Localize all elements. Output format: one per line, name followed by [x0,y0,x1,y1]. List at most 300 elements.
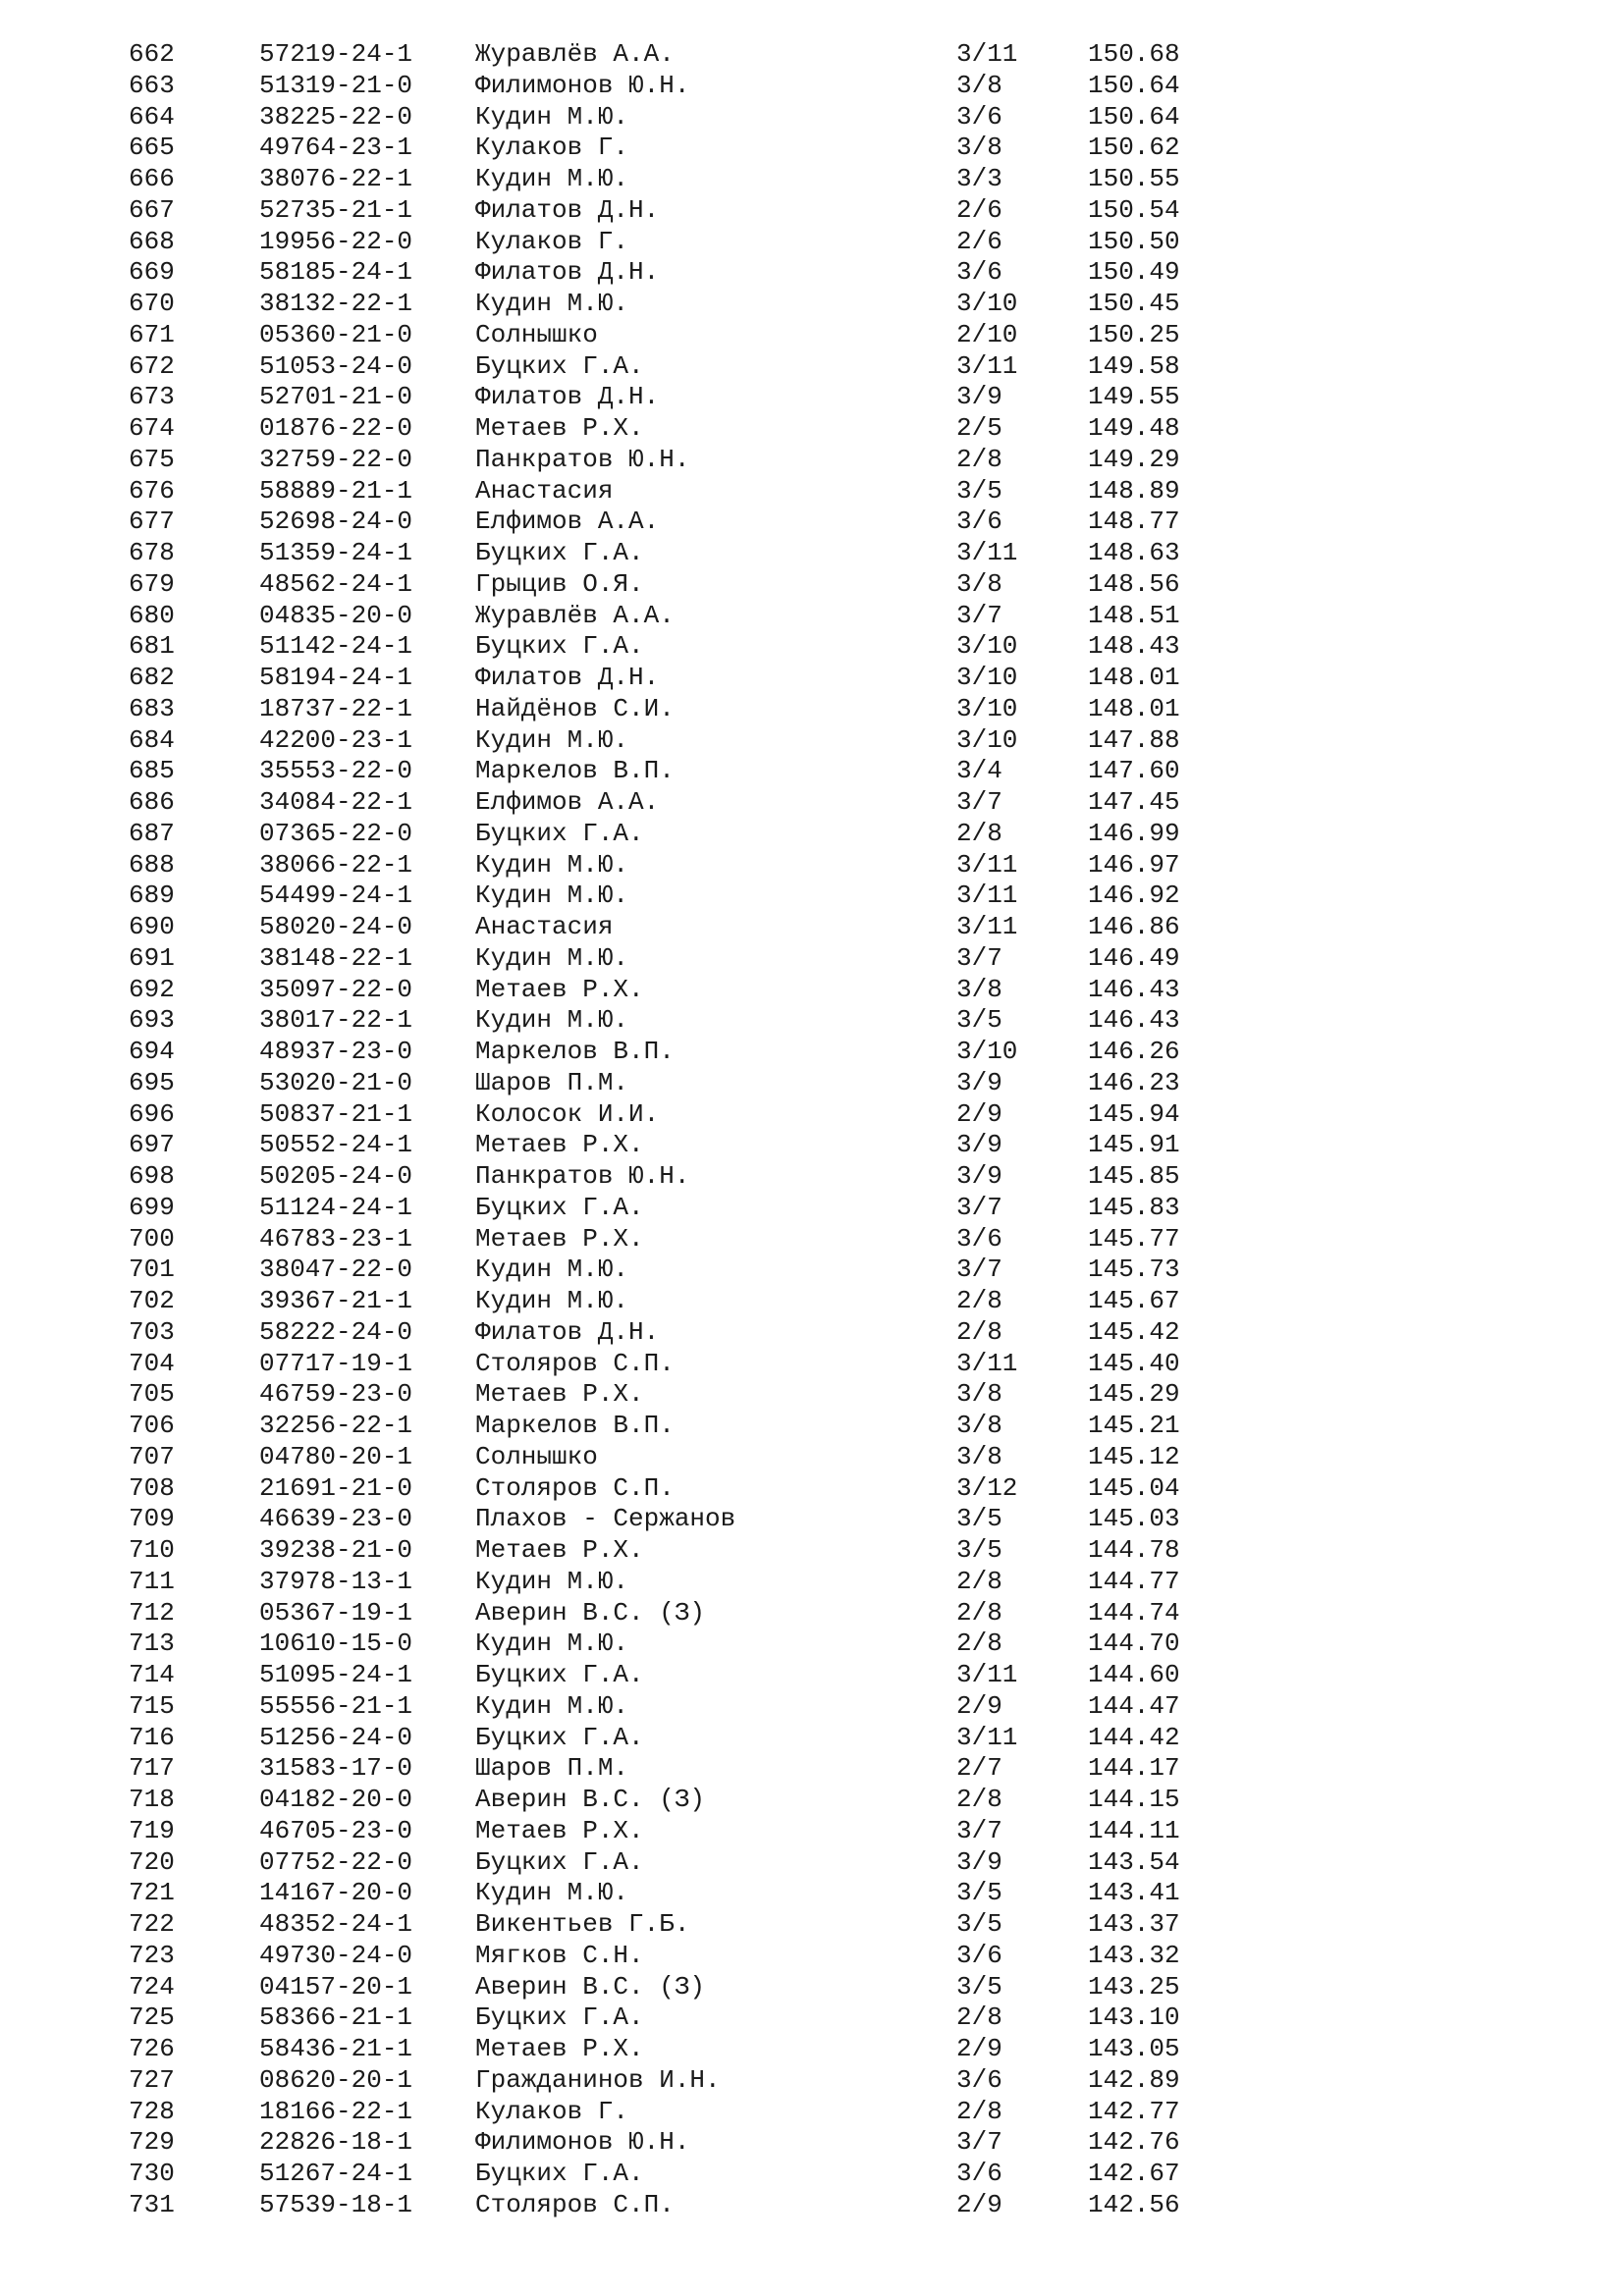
score-cell: 145.77 [1088,1223,1180,1254]
table-row [0,1972,1624,2003]
ratio-cell: 2/6 [956,194,1002,225]
id-cell: 38066-22-1 [259,849,413,880]
ratio-cell: 3/3 [956,164,1002,193]
table-row [0,1224,1624,1255]
ratio-cell: 3/11 [956,1660,1018,1689]
table-row [0,1349,1624,1380]
rank-cell: 701 [129,1255,175,1285]
score-cell: 146.43 [1088,1005,1180,1036]
ratio-cell: 3/8 [956,70,1002,100]
rank-cell: 717 [129,1753,175,1784]
rank-cell: 686 [129,787,175,817]
score-cell: 146.49 [1088,942,1180,973]
table-row [0,1629,1624,1660]
score-cell: 150.54 [1088,194,1180,225]
score-cell: 143.54 [1088,1846,1180,1877]
table-row [0,787,1624,819]
table-row [0,1504,1624,1535]
ratio-cell: 3/8 [956,974,1002,1004]
score-cell: 146.92 [1088,881,1180,911]
table-row [0,320,1624,351]
rank-cell: 670 [129,289,175,318]
rank-cell: 719 [129,1815,175,1845]
id-cell: 18737-22-1 [259,693,413,723]
name-cell: Буцких Г.А. [475,1192,644,1222]
id-cell: 48937-23-0 [259,1037,413,1066]
table-row [0,1598,1624,1629]
table-row [0,133,1624,164]
name-cell: Кудин М.Ю. [475,1629,629,1659]
name-cell: Метаев Р.Х. [475,1815,644,1845]
rank-cell: 680 [129,600,175,630]
ratio-cell: 3/10 [956,631,1018,662]
table-row [0,476,1624,507]
rank-cell: 689 [129,881,175,911]
ratio-cell: 3/7 [956,600,1002,630]
rank-cell: 728 [129,2096,175,2126]
name-cell: Кудин М.Ю. [475,1005,629,1036]
rank-cell: 709 [129,1504,175,1534]
name-cell: Солнышко [475,319,598,349]
score-cell: 142.56 [1088,2189,1180,2219]
rank-cell: 697 [129,1130,175,1160]
name-cell: Филатов Д.Н. [475,382,660,412]
table-row [0,1193,1624,1224]
ratio-cell: 2/8 [956,1785,1002,1814]
name-cell: Кулаков Г. [475,2096,629,2126]
name-cell: Буцких Г.А. [475,1660,644,1689]
ratio-cell: 2/9 [956,2034,1002,2063]
id-cell: 48562-24-1 [259,568,413,599]
score-cell: 148.01 [1088,663,1180,692]
score-cell: 150.45 [1088,289,1180,318]
score-cell: 146.43 [1088,974,1180,1004]
score-cell: 145.94 [1088,1098,1180,1129]
name-cell: Буцких Г.А. [475,818,644,848]
score-cell: 150.68 [1088,39,1180,69]
table-row [0,850,1624,881]
id-cell: 21691-21-0 [259,1472,413,1503]
ratio-cell: 3/8 [956,1379,1002,1410]
id-cell: 51124-24-1 [259,1192,413,1222]
ratio-cell: 3/6 [956,1940,1002,1970]
table-row [0,1317,1624,1349]
ratio-cell: 3/9 [956,1846,1002,1877]
table-row [0,413,1624,445]
score-cell: 148.51 [1088,600,1180,630]
name-cell: Метаев Р.Х. [475,1223,644,1254]
rank-cell: 679 [129,568,175,599]
score-cell: 150.64 [1088,70,1180,100]
score-cell: 144.11 [1088,1815,1180,1845]
id-cell: 48352-24-1 [259,1909,413,1939]
ratio-cell: 3/11 [956,350,1018,381]
rank-cell: 666 [129,164,175,193]
rank-cell: 663 [129,70,175,100]
score-cell: 143.25 [1088,1971,1180,2002]
score-cell: 143.41 [1088,1878,1180,1908]
rank-cell: 712 [129,1597,175,1628]
id-cell: 04157-20-1 [259,1971,413,2002]
rank-cell: 714 [129,1660,175,1689]
id-cell: 51359-24-1 [259,538,413,567]
ratio-cell: 3/5 [956,1504,1002,1534]
id-cell: 07365-22-0 [259,818,413,848]
table-row [0,694,1624,725]
id-cell: 19956-22-0 [259,226,413,256]
rank-cell: 693 [129,1005,175,1036]
table-row [0,1567,1624,1598]
table-row [0,2034,1624,2065]
rank-cell: 699 [129,1192,175,1222]
score-cell: 142.77 [1088,2096,1180,2126]
ratio-cell: 3/10 [956,289,1018,318]
id-cell: 04835-20-0 [259,600,413,630]
rank-cell: 720 [129,1846,175,1877]
score-cell: 145.67 [1088,1286,1180,1315]
score-cell: 142.76 [1088,2127,1180,2158]
ratio-cell: 3/9 [956,1130,1002,1160]
score-cell: 147.88 [1088,724,1180,755]
id-cell: 50837-21-1 [259,1098,413,1129]
rank-cell: 678 [129,538,175,567]
score-cell: 145.04 [1088,1472,1180,1503]
name-cell: Метаев Р.Х. [475,1130,644,1160]
table-row [0,507,1624,538]
ratio-cell: 2/10 [956,319,1018,349]
id-cell: 35553-22-0 [259,756,413,786]
rank-cell: 664 [129,101,175,132]
score-cell: 147.45 [1088,787,1180,817]
table-row [0,1941,1624,1972]
rank-cell: 704 [129,1348,175,1378]
id-cell: 32256-22-1 [259,1411,413,1440]
table-row [0,2159,1624,2190]
table-row [0,1255,1624,1286]
table-row [0,227,1624,258]
table-row [0,2190,1624,2221]
rank-cell: 682 [129,663,175,692]
score-cell: 144.17 [1088,1753,1180,1784]
score-cell: 144.42 [1088,1722,1180,1752]
table-row [0,71,1624,102]
ratio-cell: 3/11 [956,39,1018,69]
ratio-cell: 3/8 [956,1411,1002,1440]
table-row [0,1753,1624,1785]
name-cell: Метаев Р.Х. [475,974,644,1004]
name-cell: Филатов Д.Н. [475,257,660,288]
score-cell: 149.55 [1088,382,1180,412]
table-row [0,631,1624,663]
table-row [0,1816,1624,1847]
name-cell: Журавлёв А.А. [475,39,675,69]
rank-cell: 715 [129,1690,175,1721]
rank-cell: 711 [129,1566,175,1596]
id-cell: 22826-18-1 [259,2127,413,2158]
rank-cell: 676 [129,475,175,506]
rank-cell: 665 [129,133,175,163]
name-cell: Кудин М.Ю. [475,1690,629,1721]
name-cell: Грыцив О.Я. [475,568,644,599]
score-cell: 142.67 [1088,2159,1180,2188]
id-cell: 34084-22-1 [259,787,413,817]
name-cell: Кудин М.Ю. [475,1566,629,1596]
score-cell: 144.77 [1088,1566,1180,1596]
table-row [0,2065,1624,2097]
table-row [0,881,1624,912]
id-cell: 58185-24-1 [259,257,413,288]
score-cell: 142.89 [1088,2064,1180,2095]
ratio-cell: 2/5 [956,413,1002,443]
id-cell: 31583-17-0 [259,1753,413,1784]
ratio-cell: 3/7 [956,1255,1002,1285]
ratio-cell: 2/9 [956,1098,1002,1129]
table-row [0,538,1624,569]
name-cell: Кудин М.Ю. [475,1286,629,1315]
ratio-cell: 3/7 [956,1815,1002,1845]
id-cell: 51053-24-0 [259,350,413,381]
name-cell: Маркелов В.П. [475,756,675,786]
id-cell: 54499-24-1 [259,881,413,911]
id-cell: 32759-22-0 [259,444,413,474]
name-cell: Панкратов Ю.Н. [475,444,690,474]
rank-cell: 700 [129,1223,175,1254]
table-row [0,819,1624,850]
table-row [0,102,1624,133]
name-cell: Аверин В.С. (З) [475,1971,706,2002]
name-cell: Столяров С.П. [475,1472,675,1503]
ratio-cell: 3/10 [956,693,1018,723]
name-cell: Столяров С.П. [475,2189,675,2219]
id-cell: 14167-20-0 [259,1878,413,1908]
rank-cell: 687 [129,818,175,848]
name-cell: Шаров П.М. [475,1753,629,1784]
name-cell: Филимонов Ю.Н. [475,70,690,100]
score-cell: 145.91 [1088,1130,1180,1160]
table-row [0,601,1624,632]
rank-cell: 722 [129,1909,175,1939]
ratio-cell: 2/8 [956,444,1002,474]
table-row [0,2097,1624,2128]
rank-cell: 675 [129,444,175,474]
ratio-cell: 2/8 [956,1286,1002,1315]
name-cell: Буцких Г.А. [475,1722,644,1752]
table-row [0,445,1624,476]
id-cell: 55556-21-1 [259,1690,413,1721]
table-row [0,1442,1624,1473]
name-cell: Метаев Р.Х. [475,1379,644,1410]
table-row [0,1909,1624,1941]
name-cell: Филатов Д.Н. [475,1316,660,1347]
ratio-cell: 3/5 [956,475,1002,506]
name-cell: Маркелов В.П. [475,1037,675,1066]
name-cell: Кудин М.Ю. [475,1255,629,1285]
ratio-cell: 3/7 [956,787,1002,817]
table-row [0,2127,1624,2159]
score-cell: 146.97 [1088,849,1180,880]
id-cell: 51142-24-1 [259,631,413,662]
ratio-cell: 3/5 [956,1878,1002,1908]
name-cell: Кудин М.Ю. [475,849,629,880]
score-cell: 143.37 [1088,1909,1180,1939]
id-cell: 49730-24-0 [259,1940,413,1970]
name-cell: Филимонов Ю.Н. [475,2127,690,2158]
score-cell: 145.42 [1088,1316,1180,1347]
id-cell: 50205-24-0 [259,1161,413,1191]
rank-cell: 713 [129,1629,175,1659]
ratio-cell: 2/8 [956,1629,1002,1659]
ratio-cell: 3/7 [956,2127,1002,2158]
ratio-cell: 3/5 [956,1535,1002,1565]
table-row [0,1660,1624,1691]
id-cell: 52701-21-0 [259,382,413,412]
name-cell: Найдёнов С.И. [475,693,675,723]
id-cell: 01876-22-0 [259,413,413,443]
table-row [0,1379,1624,1411]
name-cell: Буцких Г.А. [475,2159,644,2188]
ratio-cell: 3/11 [956,1722,1018,1752]
id-cell: 52698-24-0 [259,507,413,537]
id-cell: 10610-15-0 [259,1629,413,1659]
ratio-cell: 2/8 [956,1566,1002,1596]
score-cell: 144.74 [1088,1597,1180,1628]
id-cell: 52735-21-1 [259,194,413,225]
name-cell: Кудин М.Ю. [475,1878,629,1908]
ratio-cell: 2/9 [956,2189,1002,2219]
table-row [0,1847,1624,1879]
ratio-cell: 3/8 [956,1441,1002,1471]
name-cell: Шаров П.М. [475,1067,629,1097]
name-cell: Елфимов А.А. [475,507,660,537]
score-cell: 150.62 [1088,133,1180,163]
name-cell: Кудин М.Ю. [475,164,629,193]
ratio-cell: 2/8 [956,1597,1002,1628]
id-cell: 58889-21-1 [259,475,413,506]
ratio-cell: 2/6 [956,226,1002,256]
score-cell: 145.12 [1088,1441,1180,1471]
ratio-cell: 3/11 [956,912,1018,941]
name-cell: Мягков С.Н. [475,1940,644,1970]
name-cell: Аверин В.С. (З) [475,1597,706,1628]
ratio-cell: 3/6 [956,507,1002,537]
rank-cell: 707 [129,1441,175,1471]
id-cell: 57539-18-1 [259,2189,413,2219]
score-cell: 145.40 [1088,1348,1180,1378]
name-cell: Гражданинов И.Н. [475,2064,721,2095]
id-cell: 37978-13-1 [259,1566,413,1596]
ratio-cell: 2/8 [956,1316,1002,1347]
ratio-cell: 3/11 [956,849,1018,880]
id-cell: 58366-21-1 [259,2002,413,2033]
ratio-cell: 2/8 [956,2002,1002,2033]
score-cell: 150.55 [1088,164,1180,193]
table-row [0,2002,1624,2034]
rank-cell: 729 [129,2127,175,2158]
rank-cell: 695 [129,1067,175,1097]
ratio-cell: 3/6 [956,2064,1002,2095]
table-row [0,975,1624,1006]
table-row [0,351,1624,383]
score-cell: 146.86 [1088,912,1180,941]
ratio-cell: 3/7 [956,942,1002,973]
rank-cell: 694 [129,1037,175,1066]
rank-cell: 674 [129,413,175,443]
table-row [0,382,1624,413]
name-cell: Анастасия [475,912,614,941]
name-cell: Елфимов А.А. [475,787,660,817]
ratio-cell: 3/4 [956,756,1002,786]
rank-cell: 730 [129,2159,175,2188]
rank-cell: 698 [129,1161,175,1191]
id-cell: 58436-21-1 [259,2034,413,2063]
name-cell: Аверин В.С. (З) [475,1785,706,1814]
name-cell: Филатов Д.Н. [475,663,660,692]
score-cell: 143.05 [1088,2034,1180,2063]
table-row [0,1037,1624,1068]
table-row [0,663,1624,694]
rank-cell: 691 [129,942,175,973]
table-row [0,943,1624,975]
ratio-cell: 2/8 [956,2096,1002,2126]
score-cell: 150.50 [1088,226,1180,256]
ratio-cell: 3/5 [956,1005,1002,1036]
rank-cell: 703 [129,1316,175,1347]
rank-cell: 672 [129,350,175,381]
rank-cell: 667 [129,194,175,225]
table-row [0,1130,1624,1161]
id-cell: 39367-21-1 [259,1286,413,1315]
score-cell: 148.43 [1088,631,1180,662]
name-cell: Анастасия [475,475,614,506]
results-table [0,39,1624,2221]
id-cell: 51267-24-1 [259,2159,413,2188]
rank-cell: 705 [129,1379,175,1410]
name-cell: Кулаков Г. [475,226,629,256]
name-cell: Маркелов В.П. [475,1411,675,1440]
rank-cell: 716 [129,1722,175,1752]
score-cell: 149.58 [1088,350,1180,381]
ratio-cell: 3/6 [956,257,1002,288]
id-cell: 05367-19-1 [259,1597,413,1628]
ratio-cell: 3/6 [956,101,1002,132]
score-cell: 145.03 [1088,1504,1180,1534]
table-row [0,1878,1624,1909]
id-cell: 38132-22-1 [259,289,413,318]
id-cell: 51095-24-1 [259,1660,413,1689]
id-cell: 18166-22-1 [259,2096,413,2126]
score-cell: 147.60 [1088,756,1180,786]
rank-cell: 702 [129,1286,175,1315]
rank-cell: 684 [129,724,175,755]
score-cell: 145.85 [1088,1161,1180,1191]
id-cell: 49764-23-1 [259,133,413,163]
table-row [0,1161,1624,1193]
name-cell: Филатов Д.Н. [475,194,660,225]
name-cell: Кулаков Г. [475,133,629,163]
ratio-cell: 3/9 [956,1067,1002,1097]
id-cell: 57219-24-1 [259,39,413,69]
ratio-cell: 2/8 [956,818,1002,848]
table-row [0,1723,1624,1754]
table-row [0,756,1624,787]
rank-cell: 690 [129,912,175,941]
id-cell: 07717-19-1 [259,1348,413,1378]
table-row [0,257,1624,289]
id-cell: 05360-21-0 [259,319,413,349]
rank-cell: 727 [129,2064,175,2095]
id-cell: 46759-23-0 [259,1379,413,1410]
rank-cell: 696 [129,1098,175,1129]
